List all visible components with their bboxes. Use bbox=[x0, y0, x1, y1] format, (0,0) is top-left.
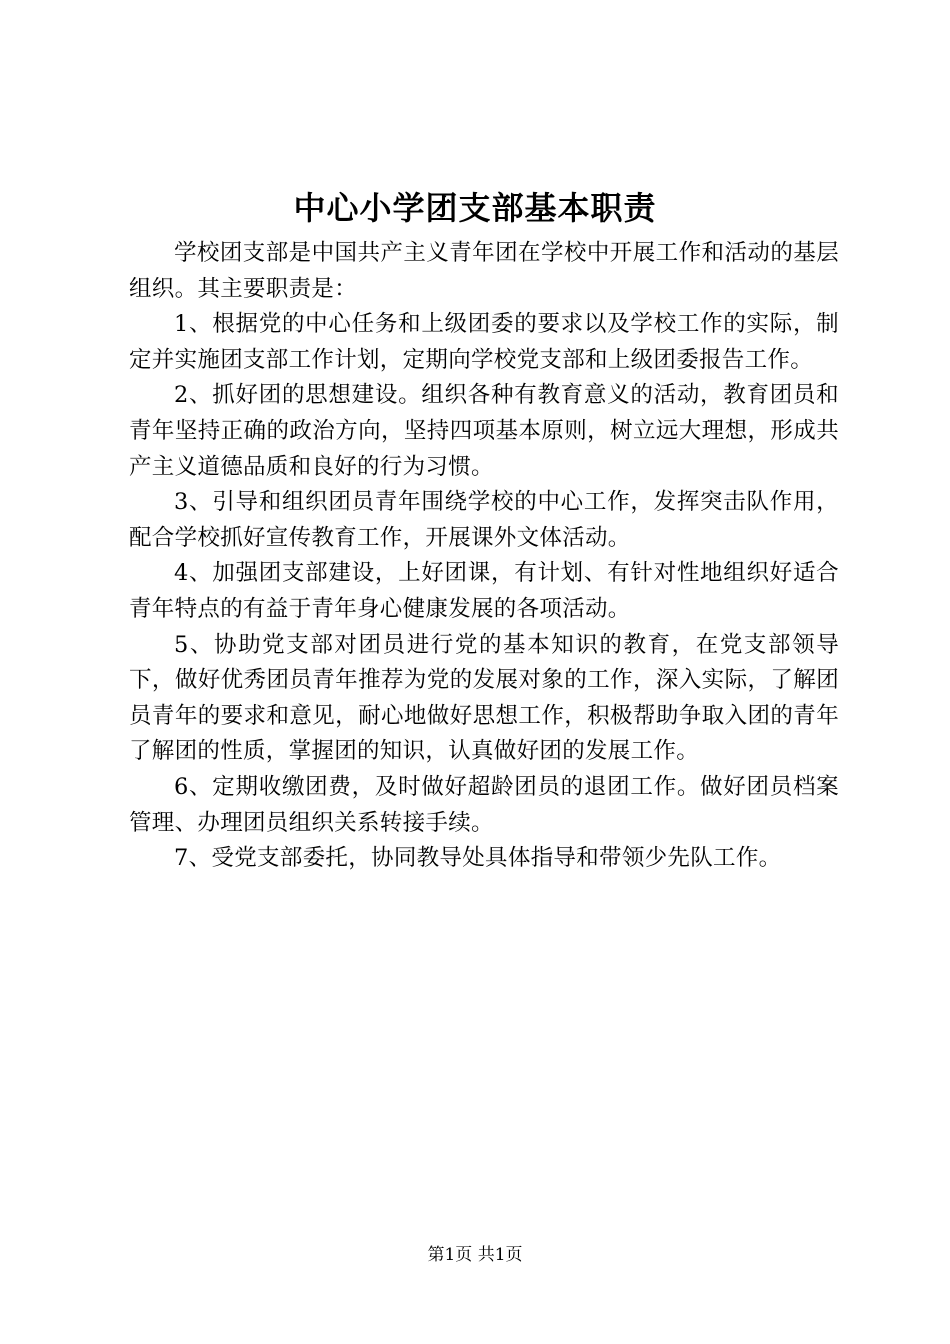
document-body bbox=[129, 236, 839, 877]
page-number-footer: 第1页 共1页 bbox=[427, 1245, 523, 1265]
duty-paragraph-7: 7、受党支部委托，协同教导处具体指导和带领少先队工作。 bbox=[174, 845, 782, 872]
duty-paragraph-2: 2、抓好团的思想建设。组织各种有教育意义的活动，教育团员和青年坚持正确的政治方向，坚持四项基本原则，树立远大理想，形成共产主义道德品质和良好的行为习惯。 bbox=[129, 382, 839, 480]
intro-paragraph: 学校团支部是中国共产主义青年团在学校中开展工作和活动的基层组织。其主要职责是： bbox=[129, 240, 839, 302]
duty-paragraph-3: 3、引导和组织团员青年围绕学校的中心工作，发挥突击队作用，配合学校抓好宣传教育工作，开展课外文体活动。 bbox=[129, 489, 839, 551]
duty-paragraph-5: 5、协助党支部对团员进行党的基本知识的教育，在党支部领导下，做好优秀团员青年推荐为党的发展对象的工作，深入实际，了解团员青年的要求和意见，耐心地做好思想工作，积极帮助争取入团的青年了解团的性质，掌握团的知识，认真做好团的发展工作。 bbox=[129, 631, 839, 765]
duty-paragraph-1: 1、根据党的中心任务和上级团委的要求以及学校工作的实际，制定并实施团支部工作计划，定期向学校党支部和上级团委报告工作。 bbox=[129, 311, 839, 373]
duty-paragraph-6: 6、定期收缴团费，及时做好超龄团员的退团工作。做好团员档案管理、办理团员组织关系转接手续。 bbox=[129, 773, 839, 836]
document-title: 中心小学团支部基本职责 bbox=[293, 189, 657, 227]
duty-paragraph-4: 4、加强团支部建设，上好团课，有计划、有针对性地组织好适合青年特点的有益于青年身心健康发展的各项活动。 bbox=[129, 560, 839, 622]
